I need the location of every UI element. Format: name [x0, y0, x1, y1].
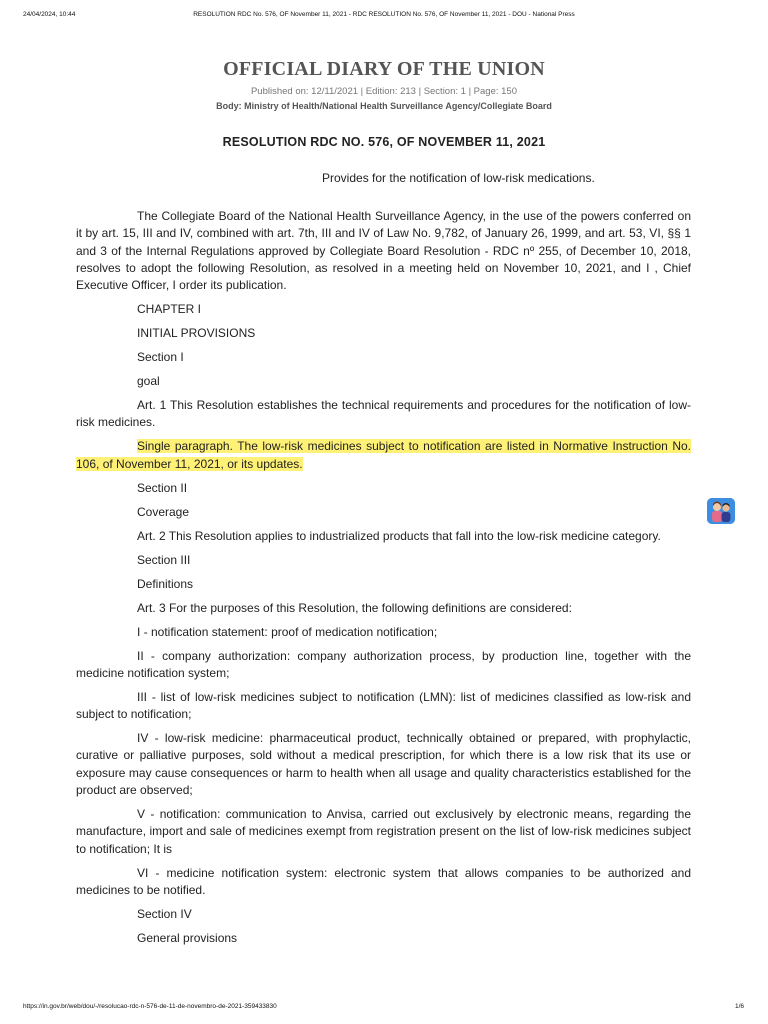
article-paragraph: Art. 3 For the purposes of this Resolution, the following definitions are considered:: [137, 600, 572, 615]
chapter-title: INITIAL PROVISIONS: [137, 326, 256, 341]
preamble-paragraph: The Collegiate Board of the National Health Surveillance Agency, in the use of the powers conferred on it by art. 15, III and IV, combined with art. 7th, III and IV of Law No. 9,782, of January 26, 1999, and art. 53, VI, §§ 1 and 3 of the Internal Regulations approved by Collegiate Board Resolution - RDC nº 255, of December 10, 2018, resolves to adopt the following Resolution, as resolved in a meeting held on November 10, 2021, and I , Chief Executive Officer, I order its publication.: [76, 209, 691, 293]
section-heading: Section III: [137, 552, 191, 567]
page-url[interactable]: https://in.gov.br/web/dou/-/resolucao-rdc-n-576-de-11-de-novembro-de-2021-359433830: [23, 1003, 277, 1010]
article-paragraph: Art. 2 This Resolution applies to industrialized products that fall into the low-risk medicine category.: [137, 528, 661, 543]
section-title: Coverage: [137, 504, 190, 519]
chapter-heading: CHAPTER I: [137, 302, 202, 317]
people-assistant-icon[interactable]: [707, 498, 735, 524]
resolution-body: [76, 208, 691, 954]
resolution-summary: Provides for the notification of low-risk medications.: [322, 171, 595, 185]
definition-item: III - list of low-risk medicines subject to notification (LMN): list of medicines classified as low-risk and subject to notification;: [76, 689, 691, 722]
section-heading: Section IV: [137, 906, 192, 921]
text-highlight[interactable]: Single paragraph. The low-risk medicines subject to notification are listed in Normative Instruction No. 106, of November 11, 2021, or its updates.: [76, 439, 691, 471]
page-number: 1/6: [734, 1003, 744, 1010]
publication-info: Published on: 12/11/2021 | Edition: 213 | Section: 1 | Page: 150: [250, 86, 518, 97]
newspaper-title: OFFICIAL DIARY OF THE UNION: [223, 58, 545, 80]
definition-item: I - notification statement: proof of medication notification;: [137, 624, 438, 639]
print-datetime: 24/04/2024, 10:44: [23, 11, 76, 18]
section-heading: Section II: [137, 480, 188, 495]
resolution-title: RESOLUTION RDC NO. 576, OF NOVEMBER 11, 2021: [222, 135, 546, 149]
definition-item: VI - medicine notification system: electronic system that allows companies to be authorized and medicines to be notified.: [76, 865, 691, 897]
section-title: General provisions: [137, 930, 238, 945]
highlighted-paragraph: [76, 438, 691, 473]
definition-item: II - company authorization: company authorization process, by production line, together with the medicine notification system;: [76, 648, 691, 680]
print-doc-title: RESOLUTION RDC No. 576, OF November 11, 2021 - RDC RESOLUTION No. 576, OF November 11, 2021 - DOU - National Press: [193, 11, 575, 18]
section-title: Definitions: [137, 576, 194, 591]
section-heading: Section I: [137, 350, 184, 365]
definition-item: IV - low-risk medicine: pharmaceutical product, technically obtained or prepared, with prophylactic, curative or palliative purposes, sold without a medical prescription, for which there is a low risk that its use or exposure may cause consequences or harm to health when all usage and quality characteristics established for the product are observed;: [76, 731, 691, 798]
issuing-body: Body: Ministry of Health/National Health Surveillance Agency/Collegiate Board: [216, 101, 552, 111]
masthead: [0, 58, 768, 111]
section-title: goal: [137, 374, 160, 389]
article-paragraph: Art. 1 This Resolution establishes the technical requirements and procedures for the notification of low-risk medicines.: [76, 398, 691, 430]
definition-item: V - notification: communication to Anvisa, carried out exclusively by electronic means, regarding the manufacture, import and sale of medicines exempt from registration present on the list of low-risk medicines subject to notification; It is: [76, 807, 691, 856]
